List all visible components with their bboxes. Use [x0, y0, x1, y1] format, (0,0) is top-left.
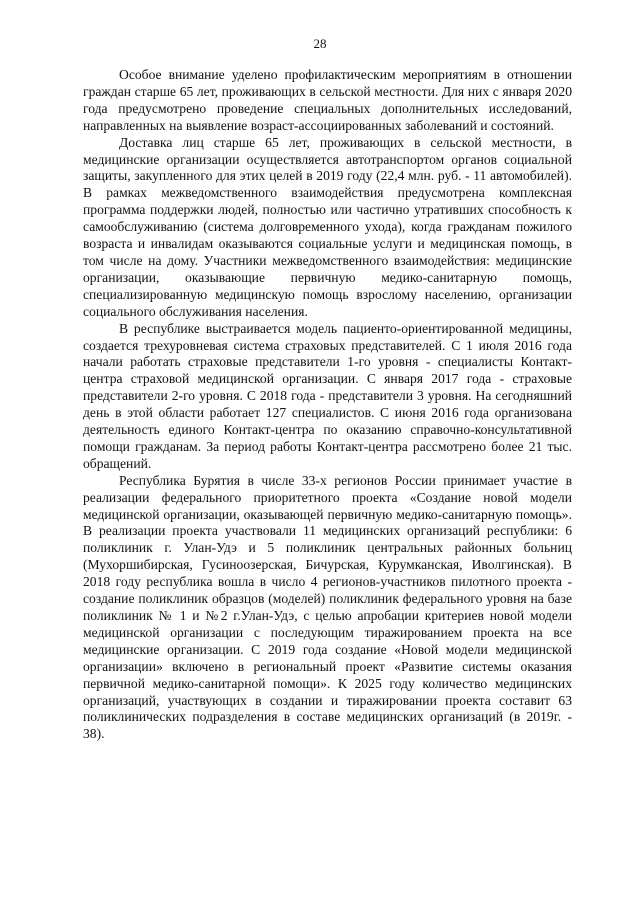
paragraph-new-model-project: Республика Бурятия в числе 33-х регионов России принимает участие в реализации федерального приоритетного проекта «Создание новой модели медицинской организации, оказывающей первичную медико-санитарную помощь». В реализации проекта участвовали 11 медицинских организаций республики: 6 поликлиник г. Улан-Удэ и 5 поликлиник центральных районных больниц (Мухоршибирская, Гусиноозерская, Бичурская, Курумканская, Иволгинская). В 2018 году республика вошла в число 4 регионов-участников пилотного проекта - создание поликлиник образцов (моделей) поликлиник федерального уровня на базе поликлиник № 1 и №2 г.Улан-Удэ, с целью апробации критериев новой модели медицинской организации с последующим тиражированием проекта на все медицинские организации. С 2019 года создание «Новой модели медицинской организации» включено в региональный проект «Развитие системы оказания первичной медико-санитарной помощи». К 2025 году количество медицинских организаций, участвующих в создании и тиражировании проекта составит 63 поликлинических подразделения в составе медицинских организаций (в 2019г. - 38).: [83, 472, 572, 742]
paragraph-insurance-representatives: В республике выстраивается модель пациенто-ориентированной медицины, создается трехуровневая система страховых представителей. С 1 июля 2016 года начали работать страховые представители 1-го уровня - специалисты Контакт-центра страховой медицинской организации. С января 2017 года - страховые представители 2-го уровня. С 2018 года - представители 3 уровня. На сегодняшний день в этой области работает 127 специалистов. С июня 2016 года организована деятельность единого Контакт-центра по оказанию справочно-консультативной помощи гражданам. За период работы Контакт-центра рассмотрено более 21 тыс. обращений.: [83, 320, 572, 471]
body-text: [83, 67, 572, 743]
paragraph-transport-and-care: Доставка лиц старше 65 лет, проживающих в сельской местности, в медицинские организации осуществляется автотранспортом органов социальной защиты, закупленного для этих целей в 2019 году (22,4 млн. руб. - 11 автомобилей). В рамках межведомственного взаимодействия предусмотрена комплексная программа поддержки людей, полностью или частично утративших способность к самообслуживанию (система долговременного ухода), когда гражданам пожилого возраста и инвалидам оказываются социальные услуги и медицинская помощь, в том числе на дому. Участники межведомственного взаимодействия: медицинские организации, оказывающие первичную медико-санитарную помощь, специализированную медицинскую помощь взрослому населению, организации социального обслуживания населения.: [83, 134, 572, 319]
paragraph-elderly-prevention: Особое внимание уделено профилактическим мероприятиям в отношении граждан старше 65 лет, проживающих в сельской местности. Для них с января 2020 года предусмотрено проведение специальных дополнительных исследований, направленных на выявление возраст-ассоциированных заболеваний и состояний.: [83, 67, 572, 133]
page-number: 28: [313, 36, 327, 51]
